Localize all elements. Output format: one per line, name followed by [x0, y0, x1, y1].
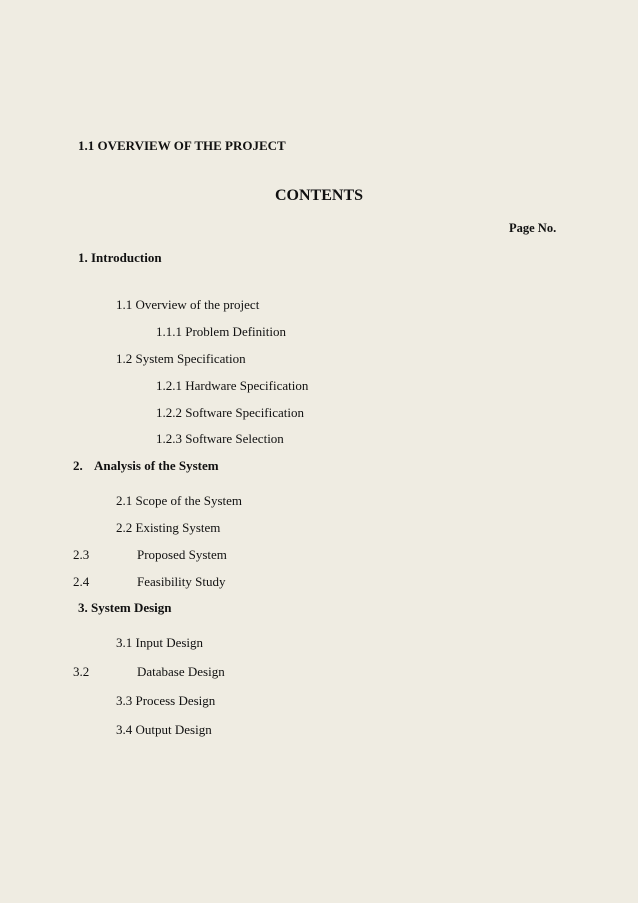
toc-entry-text-3-2: Database Design [137, 664, 225, 679]
toc-entry-text: Scope of the System [135, 493, 243, 508]
toc-entry-number: 1.2.2 [156, 405, 182, 420]
toc-entry-text: Hardware Specification [185, 378, 309, 393]
toc-entry-text: Process Design [135, 693, 216, 708]
toc-entry-number: 3.4 [116, 722, 133, 737]
contents-title: CONTENTS [274, 187, 364, 204]
section-analysis [73, 459, 219, 472]
toc-entry-text: System Specification [135, 351, 246, 366]
toc-entry-text: Output Design [135, 722, 212, 737]
toc-entry-number: 1.1 [116, 297, 133, 312]
overview-heading: 1.1 OVERVIEW OF THE PROJECT [78, 138, 286, 153]
toc-entry-1-2 [116, 352, 246, 365]
toc-entry-number: 2.2 [116, 520, 133, 535]
toc-entry-number: 3.1 [116, 635, 133, 650]
toc-entry-number-3-2: 3.2 [73, 664, 90, 679]
toc-entry-1-2-2 [156, 406, 304, 419]
toc-entry-number: 3.3 [116, 693, 133, 708]
toc-entry-1-2-1 [156, 379, 308, 392]
toc-entry-number: 1.2 [116, 351, 133, 366]
toc-entry-number: 2.1 [116, 493, 133, 508]
toc-entry-text: Software Selection [185, 431, 284, 446]
toc-entry-3-4 [116, 723, 212, 736]
section-number: 2. [73, 458, 83, 473]
toc-entry-1-1 [116, 298, 259, 311]
toc-entry-text: Existing System [135, 520, 221, 535]
toc-entry-1-1-1 [156, 325, 286, 338]
toc-entry-2-1 [116, 494, 242, 507]
section-title: Analysis of the System [94, 458, 219, 473]
toc-entry-number: 1.2.1 [156, 378, 182, 393]
toc-entry-text: Overview of the project [135, 297, 260, 312]
toc-entry-3-3 [116, 694, 215, 707]
toc-entry-text: Software Specification [185, 405, 305, 420]
toc-entry-text-2-4: Feasibility Study [137, 574, 226, 589]
toc-entry-text: Input Design [135, 635, 204, 650]
toc-entry-text: Problem Definition [185, 324, 286, 339]
toc-entry-number-2-4: 2.4 [73, 574, 90, 589]
section-system-design: 3. System Design [78, 600, 172, 615]
page-no-label: Page No. [509, 221, 557, 235]
section-introduction: 1. Introduction [78, 250, 162, 265]
toc-entry-number: 1.1.1 [156, 324, 182, 339]
toc-entry-2-2 [116, 521, 220, 534]
toc-entry-1-2-3 [156, 432, 284, 445]
toc-entry-number-2-3: 2.3 [73, 547, 90, 562]
toc-entry-text-2-3: Proposed System [137, 547, 227, 562]
toc-entry-3-1 [116, 636, 203, 649]
toc-entry-number: 1.2.3 [156, 431, 182, 446]
